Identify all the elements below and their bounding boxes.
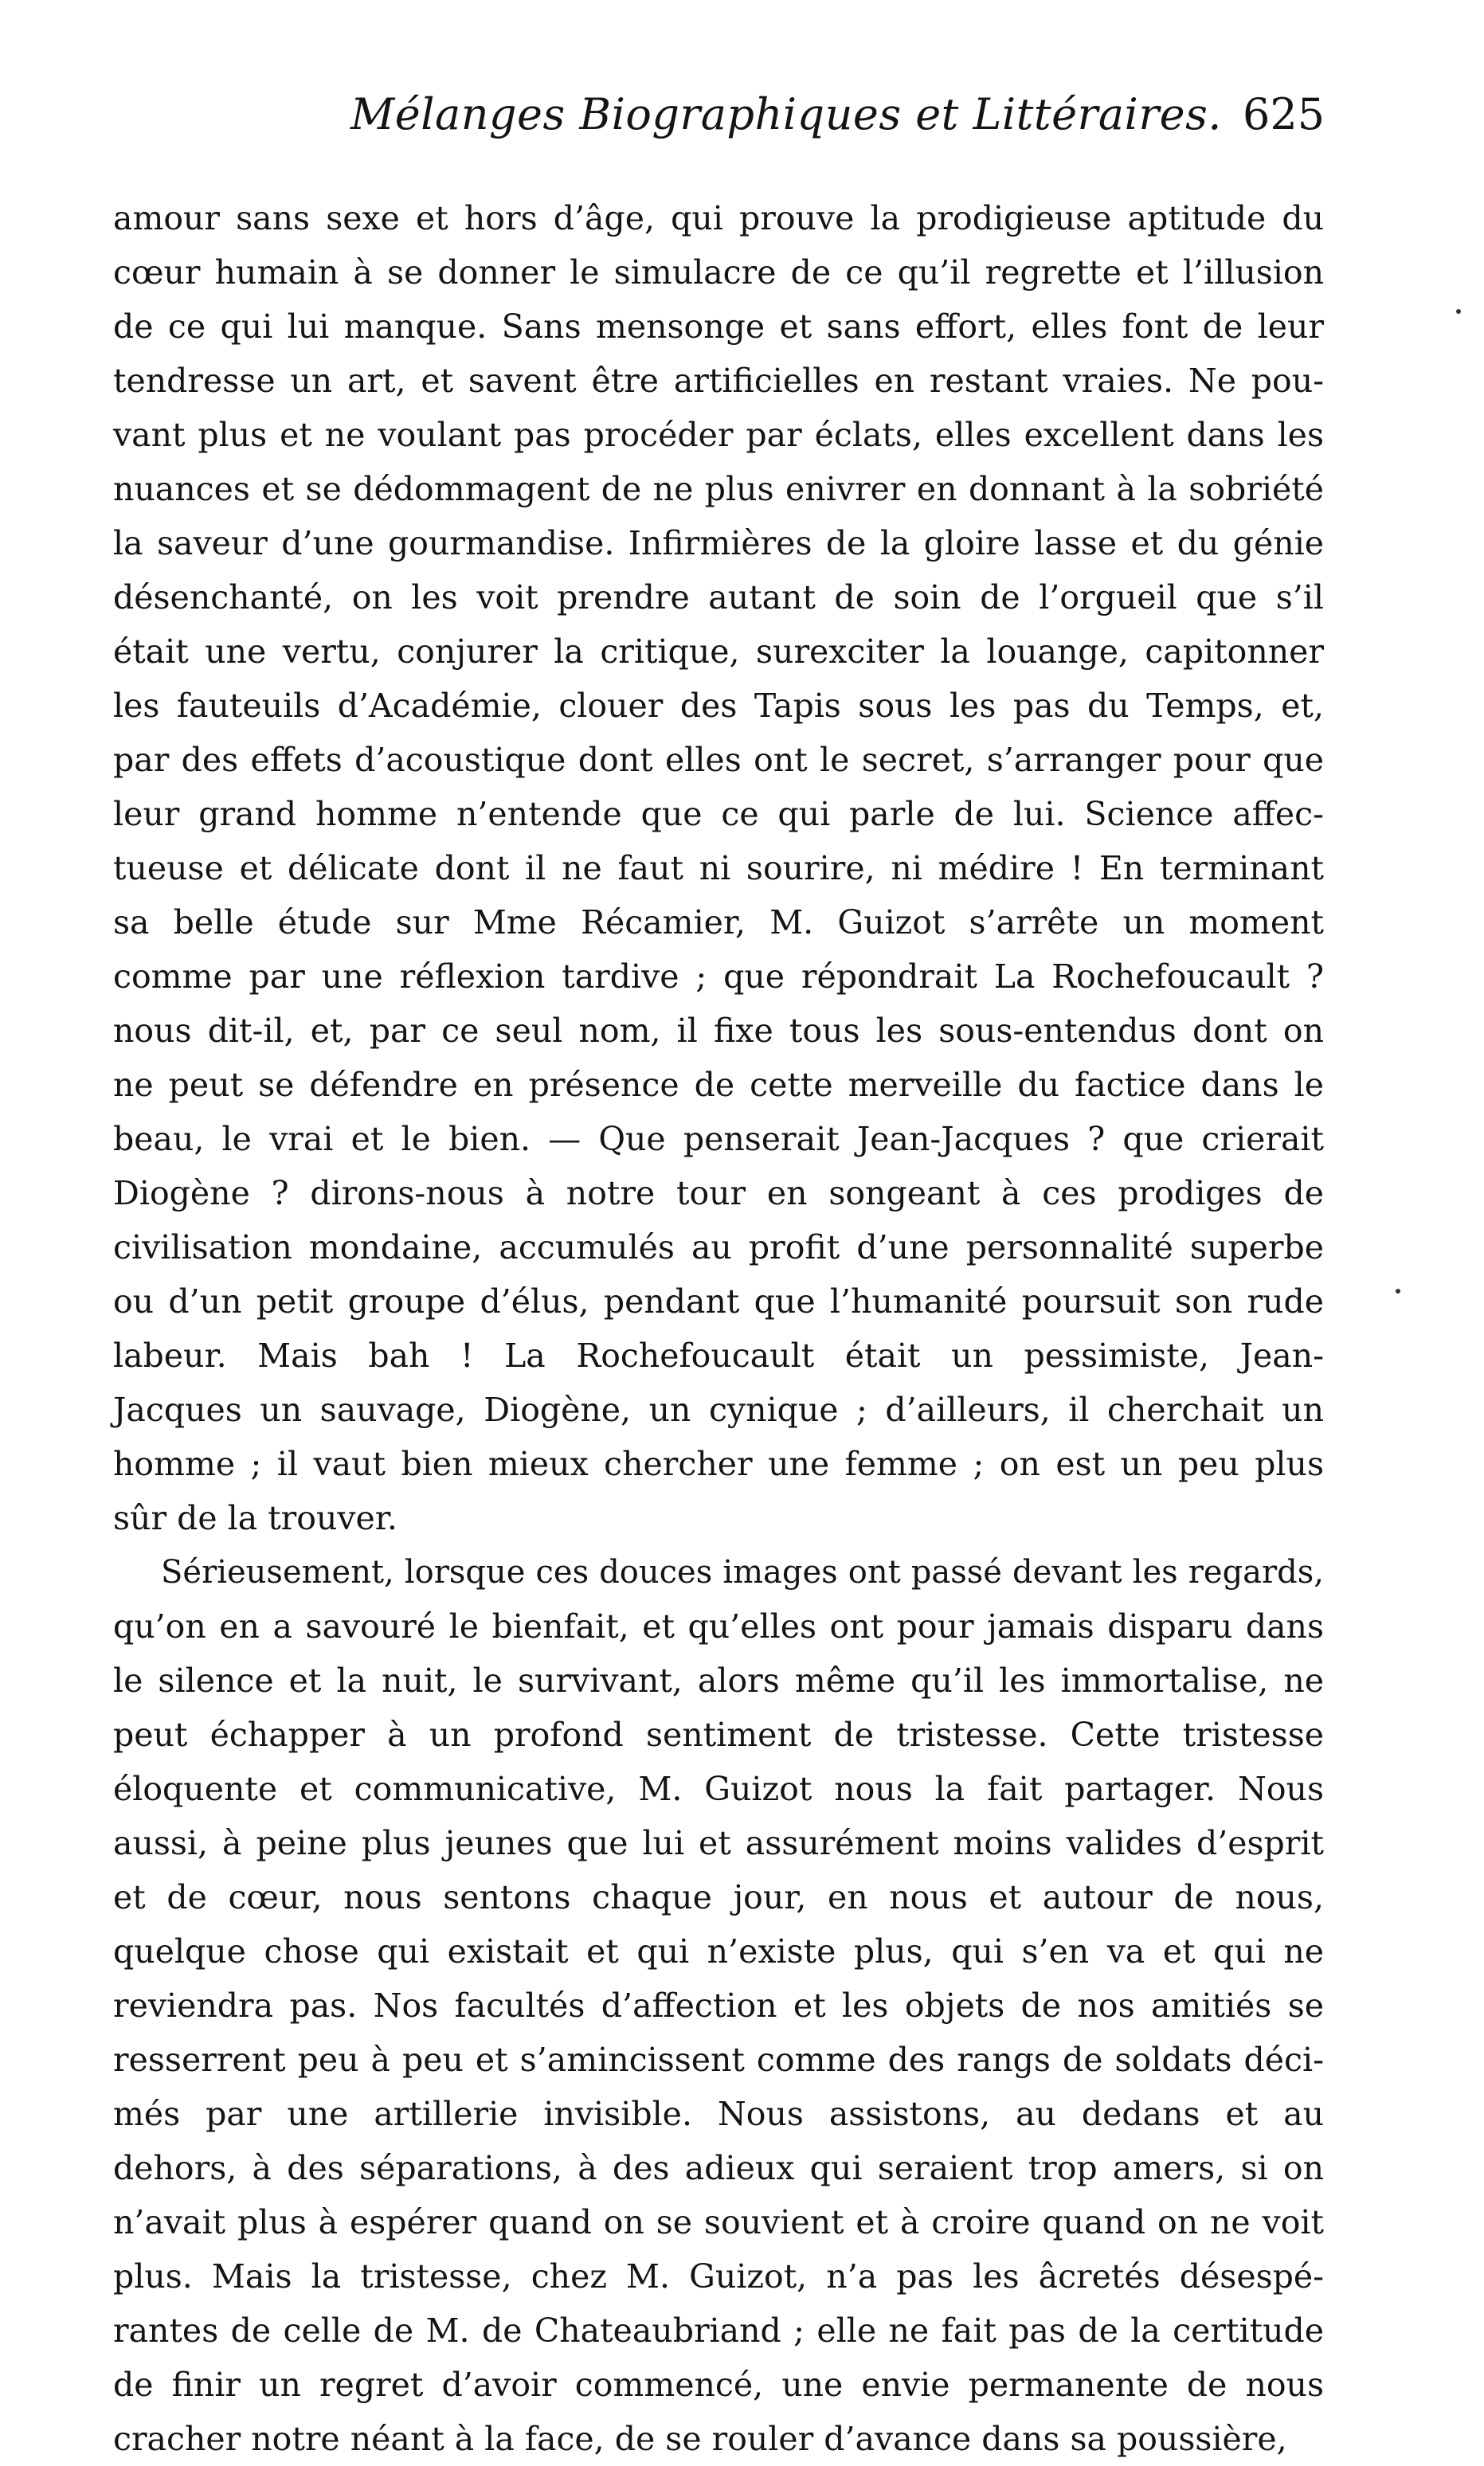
text-line: désenchanté, on les voit prendre autant de soin de l’orgueil que s’il xyxy=(113,578,1324,616)
text-line: tendresse un art, et savent être artificielles en restant vraies. Ne pou- xyxy=(113,362,1324,400)
text-line: nous dit-il, et, par ce seul nom, il fixe tous les sous-entendus dont on xyxy=(113,1012,1324,1050)
paragraph xyxy=(113,1545,1324,2466)
text-line: labeur. Mais bah ! La Rochefoucault était un pessimiste, Jean- xyxy=(113,1337,1324,1375)
text-line: més par une artillerie invisible. Nous assistons, au dedans et au xyxy=(113,2095,1324,2133)
text-line: par des effets d’acoustique dont elles ont le secret, s’arranger pour que xyxy=(113,741,1324,779)
text-line: quelque chose qui existait et qui n’existe plus, qui s’en va et qui ne xyxy=(113,1932,1324,1971)
text-line: Jacques un sauvage, Diogène, un cynique ; d’ailleurs, il cherchait un xyxy=(113,1391,1324,1429)
text-line: Sérieusement, lorsque ces douces images ont passé devant les regards, xyxy=(161,1554,1324,1591)
print-speck xyxy=(1396,1289,1400,1294)
text-line: cœur humain à se donner le simulacre de ce qu’il regrette et l’illusion xyxy=(113,253,1324,292)
page-header xyxy=(0,89,1484,153)
text-line: sa belle étude sur Mme Récamier, M. Guizot s’arrête un moment xyxy=(113,903,1324,941)
text-line: leur grand homme n’entende que ce qui parle de lui. Science affec- xyxy=(113,795,1324,833)
text-line: beau, le vrai et le bien. — Que penserait Jean-Jacques ? que crierait xyxy=(113,1120,1324,1158)
text-line: la saveur d’une gourmandise. Infirmières de la gloire lasse et du génie xyxy=(113,524,1324,562)
text-line: était une vertu, conjurer la critique, surexciter la louange, capitonner xyxy=(113,632,1324,671)
text-line: nuances et se dédommagent de ne plus enivrer en donnant à la sobriété xyxy=(113,470,1324,508)
text-line: de ce qui lui manque. Sans mensonge et sans effort, elles font de leur xyxy=(113,307,1324,346)
text-line: reviendra pas. Nos facultés d’affection et les objets de nos amitiés se xyxy=(113,1986,1324,2025)
text-line: vant plus et ne voulant pas procéder par éclats, elles excellent dans les xyxy=(113,416,1324,454)
text-line: éloquente et communicative, M. Guizot nous la fait partager. Nous xyxy=(113,1770,1324,1808)
text-line: amour sans sexe et hors d’âge, qui prouve la prodigieuse aptitude du xyxy=(113,199,1324,237)
running-title: Mélanges Biographiques et Littéraires. xyxy=(350,89,1222,139)
text-line: aussi, à peine plus jeunes que lui et assurément moins valides d’esprit xyxy=(113,1824,1324,1862)
text-line: rantes de celle de M. de Chateaubriand ; elle ne fait pas de la certitude xyxy=(113,2311,1324,2350)
text-line: les fauteuils d’Académie, clouer des Tapis sous les pas du Temps, et, xyxy=(113,687,1324,725)
body-text xyxy=(113,191,1324,2466)
paragraph xyxy=(113,191,1324,1545)
text-line: qu’on en a savouré le bienfait, et qu’elles ont pour jamais disparu dans xyxy=(113,1607,1324,1646)
text-line: cracher notre néant à la face, de se rouler d’avance dans sa poussière, xyxy=(113,2420,1287,2458)
text-line: comme par une réflexion tardive ; que répondrait La Rochefoucault ? xyxy=(113,957,1324,996)
text-line: resserrent peu à peu et s’amincissent comme des rangs de soldats déci- xyxy=(113,2041,1324,2079)
text-line: dehors, à des séparations, à des adieux qui seraient trop amers, si on xyxy=(113,2149,1324,2187)
text-line: plus. Mais la tristesse, chez M. Guizot, n’a pas les âcretés désespé- xyxy=(113,2257,1324,2296)
text-line: peut échapper à un profond sentiment de tristesse. Cette tristesse xyxy=(113,1716,1324,1754)
text-line: civilisation mondaine, accumulés au profit d’une personnalité superbe xyxy=(113,1228,1324,1266)
text-line: de finir un regret d’avoir commencé, une envie permanente de nous xyxy=(113,2366,1324,2404)
text-line: n’avait plus à espérer quand on se souvient et à croire quand on ne voit xyxy=(113,2203,1324,2241)
text-line: le silence et la nuit, le survivant, alors même qu’il les immortalise, ne xyxy=(113,1662,1324,1700)
text-line: Diogène ? dirons-nous à notre tour en songeant à ces prodiges de xyxy=(113,1174,1324,1212)
text-line: sûr de la trouver. xyxy=(113,1499,397,1537)
text-line: et de cœur, nous sentons chaque jour, en nous et autour de nous, xyxy=(113,1878,1324,1916)
page-number: 625 xyxy=(1243,89,1325,139)
text-line: ou d’un petit groupe d’élus, pendant que l’humanité poursuit son rude xyxy=(113,1282,1324,1321)
print-speck xyxy=(1456,309,1461,314)
text-line: tueuse et délicate dont il ne faut ni sourire, ni médire ! En terminant xyxy=(113,849,1324,887)
text-line: ne peut se défendre en présence de cette merveille du factice dans le xyxy=(113,1066,1324,1104)
text-line: homme ; il vaut bien mieux chercher une femme ; on est un peu plus xyxy=(113,1445,1324,1483)
